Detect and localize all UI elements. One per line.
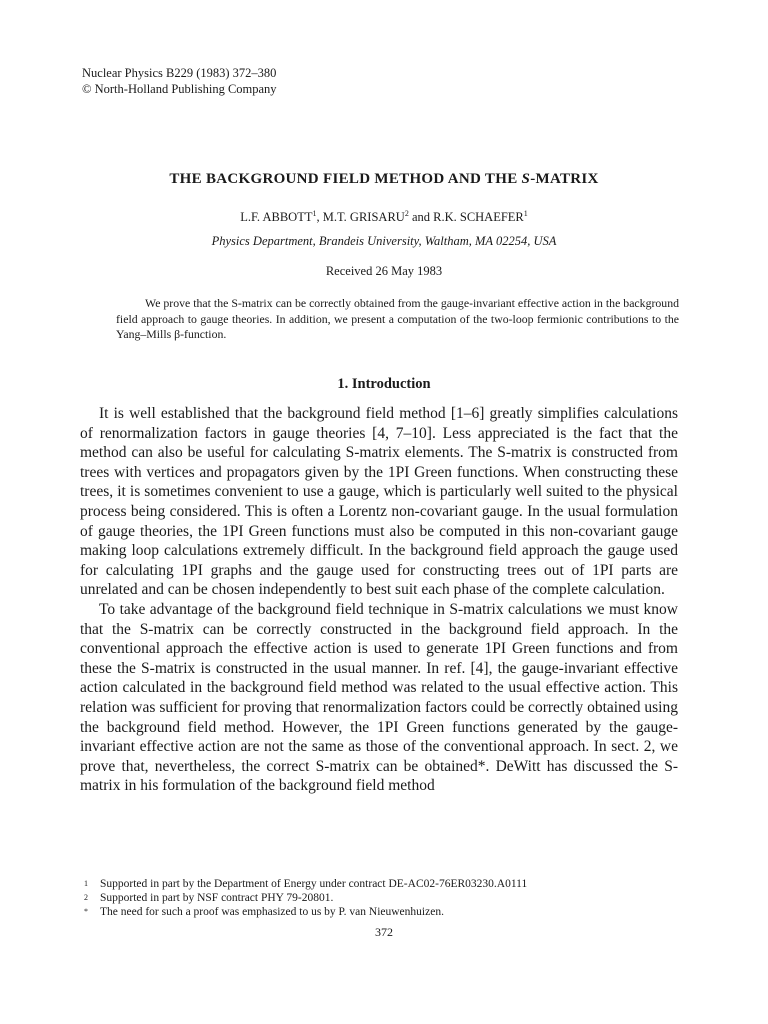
- publisher-line: © North-Holland Publishing Company: [82, 81, 277, 96]
- footnote-text: The need for such a proof was emphasized to us by P. van Nieuwenhuizen.: [100, 906, 444, 918]
- title-main: THE BACKGROUND FIELD METHOD AND THE: [169, 171, 522, 187]
- section-heading: 1. Introduction: [337, 376, 431, 392]
- author-1: L.F. ABBOTT: [240, 210, 313, 225]
- paper-title: [0, 171, 768, 188]
- author-separator: and: [408, 210, 434, 225]
- footnote-text: Supported in part by NSF contract PHY 79-20801.: [100, 892, 334, 904]
- author-list: [0, 209, 768, 225]
- footnote: [84, 905, 684, 919]
- received-date: Received 26 May 1983: [325, 264, 443, 278]
- footnote: [84, 877, 684, 891]
- title-italic: S: [521, 171, 531, 187]
- paragraph: To take advantage of the background field technique in S-matrix calculations we must know that the S-matrix can be correctly constructed in the background field approach. In the conventional approach the effective action is used to generate 1PI Green functions and from these the S-matrix is constructed in the usual manner. In ref. [4], the gauge-invariant effective action calculated in the background field method was related to the usual effective action. This relation was sufficient for proving that renormalization factors could be correctly obtained using the background field method. However, the 1PI Green functions generated by the gauge-invariant effective action are not the same as those of the conventional approach. In sect. 2, we prove that, nevertheless, the correct S-matrix can be obtained*. DeWitt has discussed the S-matrix in his formulation of the background field method: [80, 600, 678, 795]
- journal-citation: Nuclear Physics B229 (1983) 372–380: [82, 66, 277, 80]
- footnote-text: Supported in part by the Department of Energy under contract DE-AC02-76ER03230.A0111: [100, 878, 528, 890]
- journal-info: [82, 66, 277, 97]
- title-tail: -MATRIX: [530, 171, 599, 187]
- footnotes: [84, 877, 684, 919]
- body-text: [80, 404, 678, 796]
- author-separator: ,: [316, 210, 323, 225]
- author-2: M.T. GRISARU: [322, 210, 405, 225]
- abstract: We prove that the S-matrix can be correctly obtained from the gauge-invariant effective action in the background field approach to gauge theories. In addition, we present a computation of the two-loop fermionic contributions to the Yang–Mills β-function.: [116, 296, 679, 341]
- author-2-affil: 2: [404, 209, 409, 218]
- paragraph: It is well established that the background field method [1–6] greatly simplifies calculations of renormalization factors in gauge theories [4, 7–10]. Less appreciated is the fact that the method can also be useful for calculating S-matrix elements. The S-matrix is constructed from trees with vertices and propagators given by the 1PI Green functions. When constructing these trees, it is sometimes convenient to use a gauge, which is particularly well suited to the physical process being considered. This is often a Lorentz non-covariant gauge. In the usual formulation of gauge theories, the 1PI Green functions must also be computed in this non-covariant gauge making loop calculations extremely difficult. In the background field approach the gauge used for calculating 1PI graphs and the gauge used for constructing trees out of 1PI parts are unrelated and can be chosen independently to best suit each phase of the complete calculation.: [80, 405, 678, 599]
- page-number: 372: [375, 925, 393, 939]
- footnote-mark: 2: [84, 893, 88, 902]
- footnote: [84, 891, 684, 905]
- author-1-affil: 1: [312, 209, 317, 218]
- author-3: R.K. SCHAEFER: [433, 210, 524, 225]
- footnote-mark: 1: [84, 879, 88, 888]
- author-3-affil: 1: [523, 209, 528, 218]
- affiliation: Physics Department, Brandeis University, Waltham, MA 02254, USA: [211, 234, 557, 248]
- footnote-mark: *: [84, 907, 88, 916]
